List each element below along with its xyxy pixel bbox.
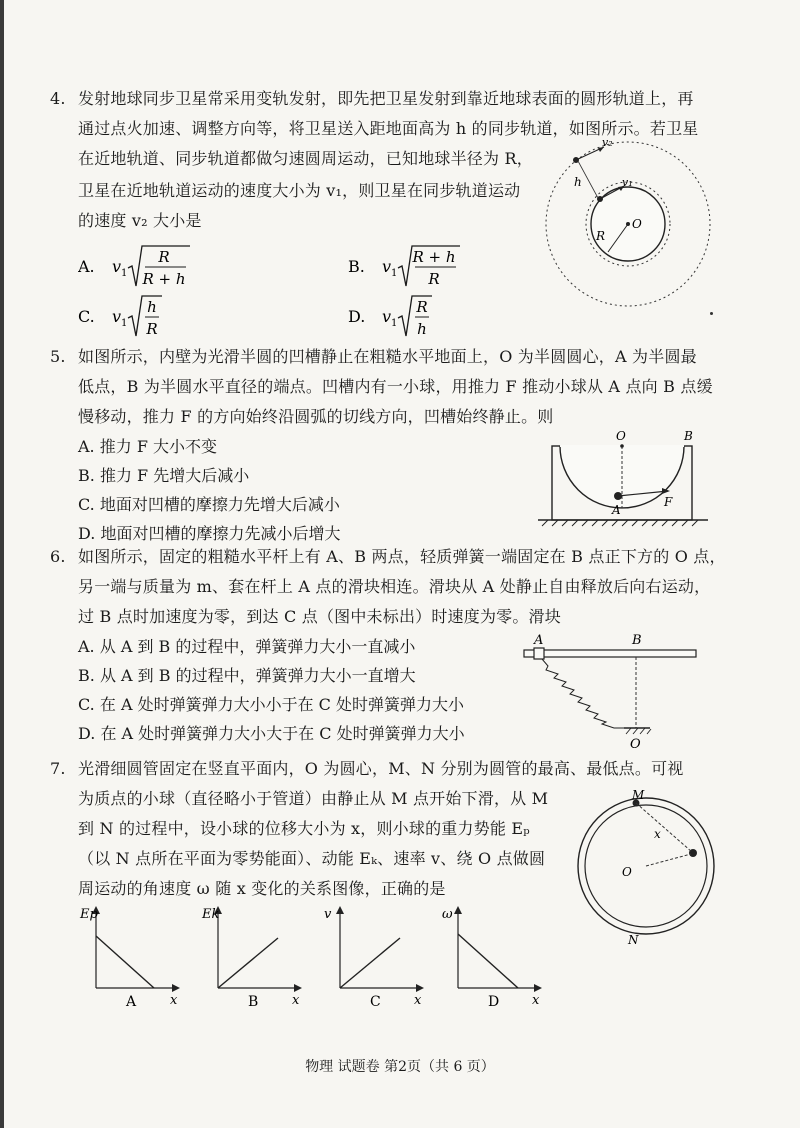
numerator: R + h (412, 248, 456, 266)
q6-spring-figure (518, 630, 708, 756)
label-O: O (616, 429, 626, 443)
option-label: B. (348, 257, 365, 276)
q5-line-1: 如图所示，内壁为光滑半圆的凹槽静止在粗糙水平地面上，O 为半圆圆心，A 为半圆最 (78, 347, 697, 366)
label-O: O (630, 737, 641, 752)
label-x: x (654, 827, 661, 841)
q4-line-1: 发射地球同步卫星常采用变轨发射，即先把卫星发射到靠近地球表面的圆形轨道上，再 (78, 89, 694, 108)
option-label: B. (78, 666, 95, 685)
coef: v (382, 257, 392, 276)
horizontal-rod (524, 650, 696, 657)
q5-line-2: 低点，B 为半圆水平直径的端点。凹槽内有一小球，用推力 F 推动小球从 A 点向 B 点缓 (78, 377, 713, 396)
option-label: A. (78, 637, 95, 656)
coef: v (382, 307, 392, 326)
graph-line (340, 938, 400, 988)
option-label: A. (78, 257, 95, 276)
label-B: B (684, 429, 693, 443)
q7-graph-b (192, 904, 312, 1018)
numerator: R (416, 298, 428, 316)
label-O: O (632, 217, 642, 231)
graph-line (218, 938, 278, 988)
label-A: A (534, 633, 544, 648)
q4-option-a (78, 242, 198, 296)
label-R: R (596, 229, 606, 243)
option-label: C. (78, 695, 95, 714)
graph-letter: B (248, 994, 259, 1010)
binding-edge (0, 0, 4, 1128)
option-text: 地面对凹槽的摩擦力先减小后增大 (100, 524, 341, 543)
coef: v (112, 257, 122, 276)
q5-groove-figure (538, 428, 708, 532)
q5-number: 5. (50, 347, 66, 366)
q4-line-5: 的速度 v₂ 大小是 (78, 211, 202, 230)
numerator: h (147, 298, 157, 316)
graph-letter: A (126, 994, 137, 1010)
slider-block (534, 648, 544, 659)
y-axis-label: ω (442, 907, 453, 922)
option-label: D. (348, 307, 366, 326)
x-axis-label: x (292, 993, 300, 1008)
q4-orbit-figure (538, 138, 718, 314)
x-axis-label: x (532, 993, 540, 1008)
q7-number: 7. (50, 759, 66, 778)
q5-option-a (78, 436, 217, 458)
q6-number: 6. (50, 547, 66, 566)
denominator: R + h (142, 270, 186, 288)
coef-sub: 1 (391, 268, 398, 279)
q7-graph-d (432, 904, 552, 1018)
label-v2: v₂ (602, 138, 613, 149)
label-M: M (632, 788, 645, 802)
q7-line-2: 为质点的小球（直径略小于管道）由静止从 M 点开始下滑，从 M (78, 789, 549, 808)
q4-option-c (78, 292, 198, 346)
x-axis-label: x (414, 993, 422, 1008)
q6-option-d (78, 723, 465, 745)
option-label: C. (78, 307, 95, 326)
y-axis-label: Ek (202, 907, 220, 922)
graph-line (96, 936, 154, 988)
y-axis-label: Ep (80, 907, 98, 922)
option-label: C. (78, 495, 95, 514)
q5-option-d (78, 523, 340, 545)
q4-line-2: 通过点火加速、调整方向等，将卫星送入距地面高为 h 的同步轨道，如图所示。若卫星 (78, 119, 699, 138)
q7-line-4: （以 N 点所在平面为零势能面）、动能 Eₖ、速率 v、绕 O 点做圆 (78, 849, 546, 868)
q4-line-3: 在近地轨道、同步轨道都做匀速圆周运动，已知地球半径为 R， (78, 149, 533, 168)
q4-option-d (348, 292, 468, 346)
x-axis-label: x (170, 993, 178, 1008)
coef: v (112, 307, 122, 326)
option-text: 从 A 到 B 的过程中，弹簧弹力大小一直减小 (99, 637, 416, 656)
option-label: A. (78, 437, 95, 456)
option-label: D. (78, 724, 96, 743)
label-A: A (612, 503, 621, 517)
option-text: 地面对凹槽的摩擦力先增大后减小 (99, 495, 340, 514)
spring (542, 659, 636, 728)
q4-option-b (348, 242, 468, 296)
graph-letter: D (488, 994, 500, 1010)
coef-sub: 1 (121, 268, 128, 279)
graph-letter: C (370, 994, 381, 1010)
q6-option-b (78, 665, 416, 687)
q7-line-5: 周运动的角速度 ω 随 x 变化的关系图像，正确的是 (78, 879, 446, 898)
q7-graph-c (314, 904, 434, 1018)
label-N: N (628, 933, 639, 946)
label-F: F (664, 495, 673, 509)
option-text: 在 A 处时弹簧弹力大小小于在 C 处时弹簧弹力大小 (99, 695, 465, 714)
q4-number: 4. (50, 89, 66, 108)
graph-line (458, 934, 518, 988)
option-label: B. (78, 466, 95, 485)
label-h: h (574, 175, 582, 189)
denominator: R (428, 270, 440, 288)
option-label: D. (78, 524, 96, 543)
coef-sub: 1 (391, 318, 398, 329)
option-text: 在 A 处时弹簧弹力大小大于在 C 处时弹簧弹力大小 (100, 724, 465, 743)
denominator: h (417, 320, 427, 338)
q7-tube-figure (572, 786, 724, 950)
q7-line-3: 到 N 的过程中，设小球的位移大小为 x，则小球的重力势能 Eₚ (78, 819, 530, 838)
scan-mark (710, 312, 713, 315)
denominator: R (146, 320, 158, 338)
q5-option-c (78, 494, 340, 516)
q6-option-a (78, 636, 415, 658)
q6-line-2: 另一端与质量为 m、套在杆上 A 点的滑块相连。滑块从 A 处静止自由释放后向右运动， (78, 577, 711, 596)
label-v1: v₁ (622, 176, 633, 189)
coef-sub: 1 (121, 318, 128, 329)
label-B: B (632, 633, 642, 648)
option-text: 推力 F 大小不变 (99, 437, 218, 456)
q4-line-4: 卫星在近地轨道运动的速度大小为 v₁，则卫星在同步轨道运动 (78, 181, 521, 200)
page-footer: 物理 试题卷 第2页（共 6 页） (305, 1059, 495, 1075)
q6-line-1: 如图所示，固定的粗糙水平杆上有 A、B 两点，轻质弹簧一端固定在 B 点正下方的 O 点， (78, 547, 726, 566)
numerator: R (158, 248, 170, 266)
label-O: O (622, 865, 632, 879)
q6-line-3: 过 B 点时加速度为零，到达 C 点（图中未标出）时速度为零。滑块 (78, 607, 561, 626)
q7-graph-a (70, 904, 190, 1018)
y-axis-label: v (324, 907, 332, 922)
q5-option-b (78, 465, 249, 487)
q6-option-c (78, 694, 464, 716)
option-text: 推力 F 先增大后减小 (99, 466, 250, 485)
q7-line-1: 光滑细圆管固定在竖直平面内，O 为圆心，M、N 分别为圆管的最高、最低点。可视 (78, 759, 684, 778)
option-text: 从 A 到 B 的过程中，弹簧弹力大小一直增大 (99, 666, 416, 685)
q5-line-3: 慢移动，推力 F 的方向始终沿圆弧的切线方向，凹槽始终静止。则 (78, 407, 554, 426)
